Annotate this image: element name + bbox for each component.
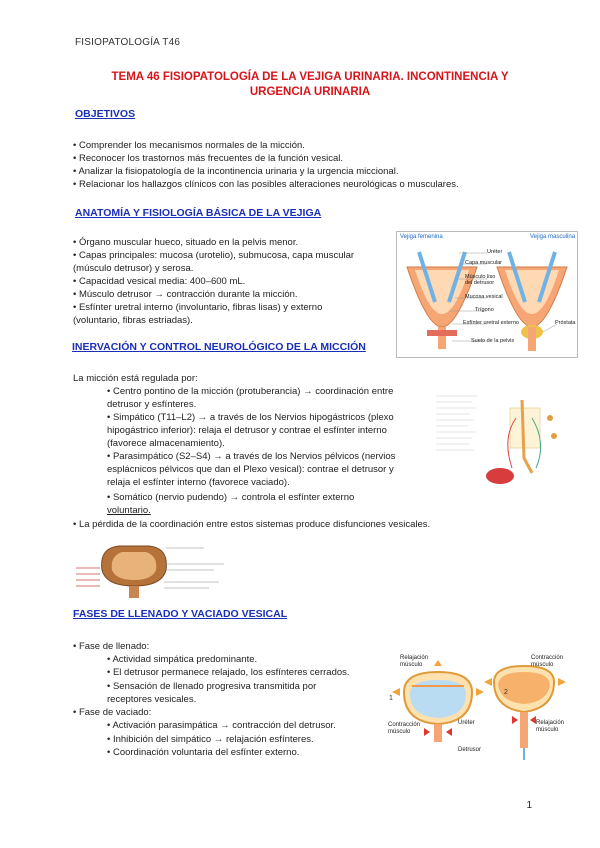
phase-label: Uréter — [458, 720, 475, 726]
anatomia-line: (músculo detrusor) y serosa. — [73, 263, 194, 274]
bladder-phases-figure — [386, 652, 576, 764]
figure-label: Capa muscular — [465, 260, 502, 266]
figure-label-male: Vejiga masculina — [530, 234, 576, 240]
anatomia-line: • Órgano muscular hueco, situado en la pelvis menor. — [73, 237, 299, 248]
fase-llenado-item: • El detrusor permanece relajado, los esfínteres cerrados. — [107, 667, 350, 678]
inervacion-line: esplácnicos pélvicos que dan el Plexo vesical): contrae el detrusor y — [107, 464, 394, 475]
inervacion-line: relaja el esfínter interno (favorece vaciado). — [107, 477, 290, 488]
title-line-1: TEMA 46 FISIOPATOLOGÍA DE LA VEJIGA URINARIA. INCONTINENCIA Y — [111, 71, 509, 83]
bladder-innervation-figure — [74, 538, 254, 600]
inervacion-intro: La micción está regulada por: — [73, 373, 198, 384]
fase-llenado-item: receptores vesicales. — [107, 694, 197, 705]
figure-label: Músculo liso del detrusor — [465, 274, 496, 286]
anatomia-line: (voluntario, fibras estriadas). — [73, 315, 193, 326]
figure-label: Mucosa vesical — [465, 294, 503, 300]
title-line-2: URGENCIA URINARIA — [249, 86, 371, 98]
inervacion-line: • Centro pontino de la micción (protuberancia) → coordinación entre — [107, 386, 394, 397]
inervacion-line: hipogástrico inferior): relaja el detrusor y contrae el esfínter interno — [107, 425, 387, 436]
fase-vaciado-title: • Fase de vaciado: — [73, 707, 152, 718]
objetivo-item: • Comprender los mecanismos normales de la micción. — [73, 140, 305, 151]
phase-label: Detrusor — [458, 747, 482, 753]
document-title — [80, 70, 540, 100]
inervacion-heading: INERVACIÓN Y CONTROL NEUROLÓGICO DE LA MICCIÓN — [72, 341, 366, 353]
anatomia-line: • Esfínter uretral interno (involuntario, fibras lisas) y externo — [73, 302, 323, 313]
figure-label: Esfínter uretral externo — [463, 320, 519, 326]
figure-label: Uréter — [487, 249, 503, 255]
bladder-innervation-illustration — [74, 538, 254, 600]
inervacion-line: • Simpático (T11–L2) → a través de los Nervios hipogástricos (plexo — [107, 412, 394, 423]
anatomia-heading: ANATOMÍA Y FISIOLOGÍA BÁSICA DE LA VEJIGA — [75, 207, 322, 219]
phase-label: Relajación músculo — [536, 720, 565, 733]
fase-vaciado-item: • Coordinación voluntaria del esfínter externo. — [107, 747, 300, 758]
fases-heading: FASES DE LLENADO Y VACIADO VESICAL — [73, 608, 288, 620]
fase-llenado-title: • Fase de llenado: — [73, 641, 150, 652]
page-number: 1 — [526, 800, 532, 811]
anatomia-line: • Músculo detrusor → contracción durante la micción. — [73, 289, 298, 300]
figure-label-female: Vejiga femenina — [400, 234, 443, 240]
fase-llenado-item: • Sensación de llenado progresiva transmitida por — [107, 681, 317, 692]
anatomia-line: • Capas principales: mucosa (urotelio), submucosa, capa muscular — [73, 250, 355, 261]
svg-text:1: 1 — [389, 695, 393, 702]
neural-pathway-figure — [432, 388, 572, 493]
inervacion-closing: • La pérdida de la coordinación entre estos sistemas produce disfunciones vesicales. — [73, 519, 431, 530]
objetivos-heading: OBJETIVOS — [75, 108, 136, 120]
bladder-anatomy-figure — [396, 231, 578, 358]
svg-text:2: 2 — [504, 689, 508, 696]
objetivo-item: • Analizar la fisiopatología de la incontinencia urinaria y la urgencia miccional. — [73, 166, 399, 177]
objetivo-item: • Relacionar los hallazgos clínicos con las posibles alteraciones neurológicas o musculares. — [73, 179, 459, 190]
inervacion-line: voluntario. — [107, 505, 151, 516]
page-header: FISIOPATOLOGÍA T46 — [75, 37, 181, 48]
figure-label: Próstata — [555, 320, 576, 326]
fase-vaciado-item: • Inhibición del simpático → relajación esfínteres. — [107, 734, 314, 745]
fase-llenado-item: • Actividad simpática predominante. — [107, 654, 258, 665]
fase-vaciado-item: • Activación parasimpática → contracción del detrusor. — [107, 720, 336, 731]
inervacion-line: • Somático (nervio pudendo) → controla el esfínter externo — [107, 492, 355, 503]
inervacion-line: (favorece almacenamiento). — [107, 438, 225, 449]
inervacion-line: • Parasimpático (S2–S4) → a través de los Nervios pélvicos (nervios — [107, 451, 396, 462]
phase-label: Contracción músculo — [388, 722, 421, 735]
phase-label: Contracción músculo — [531, 655, 564, 668]
anatomia-line: • Capacidad vesical media: 400–600 mL. — [73, 276, 246, 287]
figure-label: Suelo de la pelvis — [471, 338, 515, 344]
inervacion-line: detrusor y esfínteres. — [107, 399, 197, 410]
neural-pathway-illustration — [432, 388, 572, 493]
phase-label: Relajación músculo — [400, 655, 429, 668]
figure-label: Trígono — [475, 307, 494, 313]
objetivo-item: • Reconocer los trastornos más frecuentes de la función vesical. — [73, 153, 343, 164]
